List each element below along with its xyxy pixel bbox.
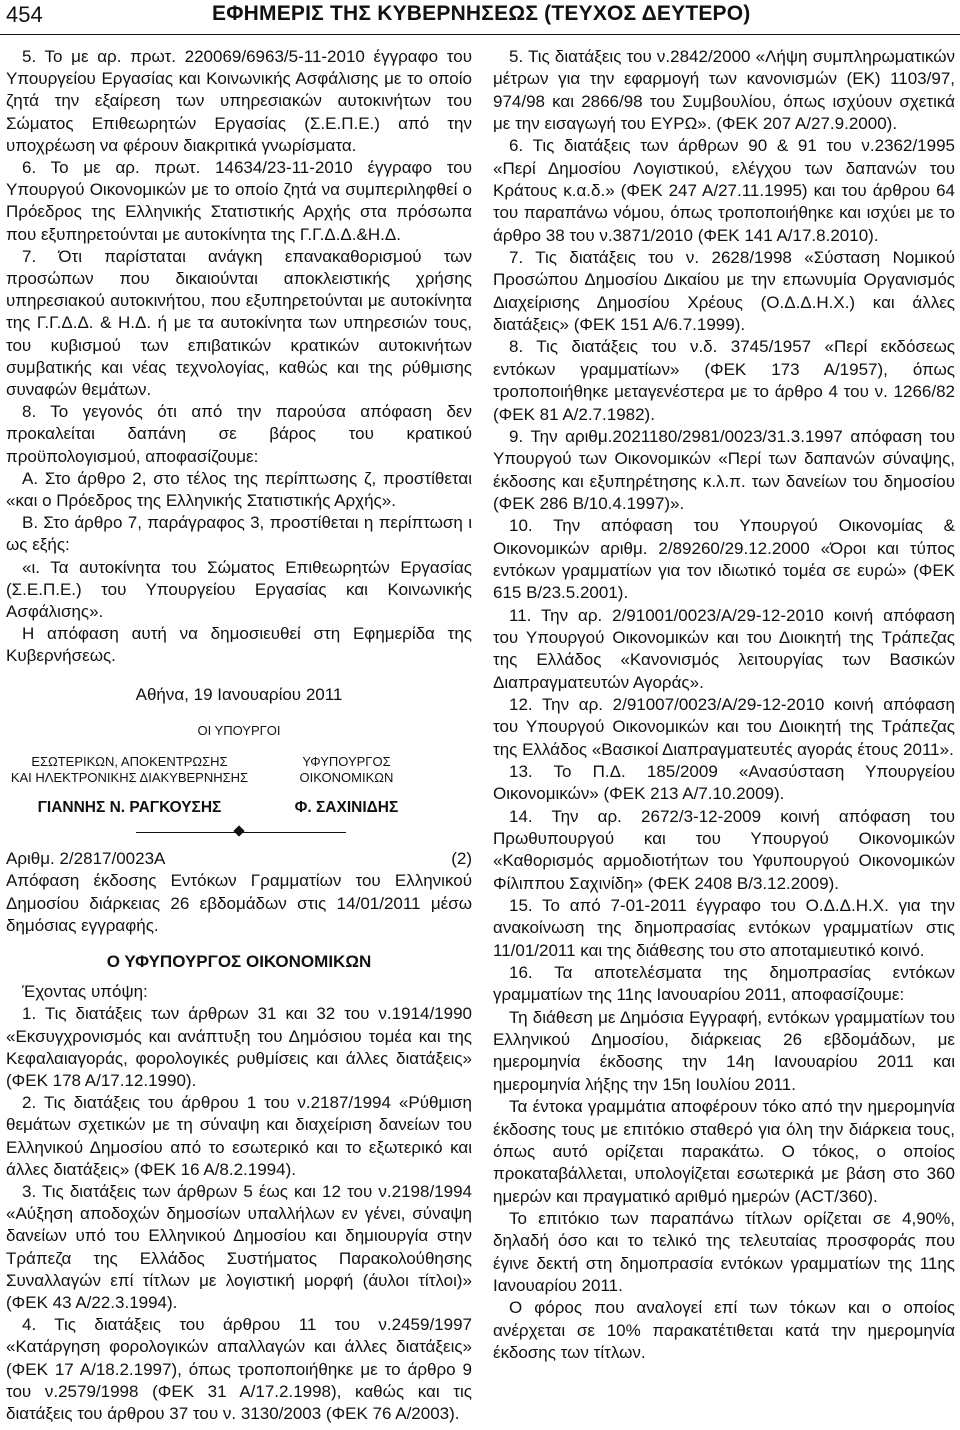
paragraph: 10. Την απόφαση του Υπουργού Οικονομίας & Οικονομικών αριθμ. 2/89260/29.12.2000 «Όροι και τύπος εντόκων γραμματίων για τον ιδιωτικό τομέα σε ευρώ» (ΦΕΚ 615 Β/23.5.2001).	[493, 516, 955, 603]
having-regard: Έχοντας υπόψη:	[22, 982, 148, 1002]
journal-title: ΕΦΗΜΕΡΙΣ ΤΗΣ ΚΥΒΕΡΝΗΣΕΩΣ (ΤΕΥΧΟΣ ΔΕΥΤΕΡΟ)	[212, 2, 751, 25]
section-heading: Ο ΥΦΥΠΟΥΡΓΟΣ ΟΙΚΟΝΟΜΙΚΩΝ	[106, 951, 372, 971]
signature-name: ΓΙΑΝΝΗΣ Ν. ΡΑΓΚΟΥΣΗΣ	[37, 799, 222, 817]
paragraph: Β. Στο άρθρο 7, παράγραφος 3, προστίθεται η περίπτωση ι ως εξής:	[6, 513, 472, 555]
diamond-icon	[233, 825, 244, 836]
header-rule	[0, 34, 960, 35]
page-header	[0, 0, 960, 40]
signature-title: ΕΣΩΤΕΡΙΚΩΝ, ΑΠΟΚΕΝΤΡΩΣΗΣ	[31, 754, 228, 770]
left-column	[6, 46, 472, 1425]
paragraph: Το επιτόκιο των παραπάνω τίτλων ορίζεται σε 4,90%, δηλαδή όσο και το τελικό της τελευταίας προσφοράς που έγινε δεκτή στη δημοπρασία εντόκων γραμματίων της 11ης Ιανουαρίου 2011.	[493, 1208, 955, 1295]
paragraph: 14. Την αρ. 2672/3-12-2009 κοινή απόφαση του Πρωθυπουργού και του Υπουργού Οικονομικών «Καθορισμός αρμοδιοτήτων του Υφυπουργού Οικονομικών Φίλιππου Σαχινίδη» (ΦΕΚ 2408 Β/3.12.2009).	[493, 806, 955, 893]
decision-number: Αριθμ. 2/2817/0023Α	[6, 849, 166, 869]
paragraph: Τα έντοκα γραμμάτια αποφέρουν τόκο από την ημερομηνία έκδοσης τους με επιτόκιο σταθερό για όλη την διάρκεια τους, όπως αυτό ορίζεται παρακάτω. Ο τόκος, ο οποίος προκαταβάλλεται, υπολογίζεται εσωτερικά με βάση στο 360 ημερών και πραγματικό αριθμό ημερών (ACT/360).	[493, 1097, 955, 1206]
decision-subject: Απόφαση έκδοσης Εντόκων Γραμματίων του Ελληνικού Δημοσίου διάρκειας 26 εβδομάδων στις 14/01/2011 μέσω δημόσιας εγγραφής.	[6, 871, 472, 935]
paragraph: 7. Ότι παρίσταται ανάγκη επανακαθορισμού των προσώπων που δικαιούνται αποκλειστικής χρήσης υπηρεσιακού αυτοκινήτου, που εξυπηρετούνται με αυτοκίνητα της Γ.Γ.Δ.Δ. & Η.Δ. ή με τα αυτοκίνητα των υπηρεσιών τους, του κυβισμού των επιβατικών κρατικών αυτοκινήτων συμβατικής και νέας τεχνολογίας, καθώς και της ρύθμισης συναφών θεμάτων.	[6, 246, 472, 400]
paragraph: 4. Τις διατάξεις του άρθρου 11 του ν.2459/1997 «Κατάργηση φορολογικών απαλλαγών και άλλες διατάξεις» (ΦΕΚ 17 Α/18.2.1997), όπως τροποποιήθηκε με το άρθρο 9 του ν.2579/1998 (ΦΕΚ 31 Α/17.2.1998), καθώς και τις διατάξεις του άρθρου 37 του ν. 3130/2003 (ΦΕΚ 76 Α/2003).	[6, 1315, 472, 1423]
paragraph: Η απόφαση αυτή να δημοσιευθεί στη Εφημερίδα της Κυβερνήσεως.	[6, 624, 472, 666]
decision-number-line	[6, 848, 472, 870]
paragraph: 2. Τις διατάξεις του άρθρου 1 του ν.2187/1994 «Ρύθμιση θεμάτων σχετικών με τη σύναψη και διαχείριση δανείων του Ελληνικού Δημοσίου από το εσωτερικό και το εξωτερικό και άλλες διατάξεις» (ΦΕΚ 16 Α/8.2.1994).	[6, 1093, 472, 1179]
paragraph: 9. Την αριθμ.2021180/2981/0023/31.3.1997 απόφαση του Υπουργού των Οικονομικών «Περί των δαπανών σύναψης, έκδοσης και εξυπηρέτησης κ.λ.π. των δανείων του δημοσίου (ΦΕΚ 286 Β/10.4.1997)».	[493, 426, 955, 513]
paragraph: Α. Στο άρθρο 2, στο τέλος της περίπτωσης ζ, προστίθεται «και ο Πρόεδρος της Ελληνικής Στατιστικής Αρχής».	[6, 468, 472, 511]
paragraph: Ο φόρος που αναλογεί επί των τόκων και ο οποίος ανέρχεται σε 10% παρακατέτιθεται κατά την ημερομηνία έκδοσης των τίτλων.	[493, 1298, 955, 1362]
paragraph: 7. Τις διατάξεις του ν. 2628/1998 «Σύσταση Νομικού Προσώπου Δημοσίου Δικαίου με την επωνυμία Οργανισμός Διαχείρισης Δημοσίου Χρέους (Ο.Δ.Δ.Η.Χ.) και άλλες διατάξεις» (ΦΕΚ 151 Α/6.7.1999).	[493, 248, 955, 335]
paragraph: 11. Την αρ. 2/91001/0023/Α/29-12-2010 κοινή απόφαση του Υπουργού Οικονομικών και του Διοικητή της Τράπεζας της Ελλάδος «Κανονισμός λειτουργίας των Βασικών Διαπραγματευτών Αγοράς».	[493, 605, 955, 692]
signatures	[6, 754, 472, 816]
signature-right	[253, 754, 440, 816]
signature-name: Φ. ΣΑΧΙΝΙΔΗΣ	[294, 799, 399, 817]
paragraph: 8. Τις διατάξεις του ν.δ. 3745/1957 «Περί εκδόσεως εντόκων γραμματίων» (ΦΕΚ 173 Α/1957), όπως τροποποιήθηκε μεταγενέστερα με το άρθρο 4 του ν. 1266/82 (ΦΕΚ 81 Α/2.7.1982).	[493, 337, 955, 424]
paragraph: 5. Το με αρ. πρωτ. 220069/6963/5-11-2010 έγγραφο του Υπουργείου Εργασίας και Κοινωνικής Ασφάλισης με το οποίο ζητά την εξαίρεση των υπηρεσιακών αυτοκινήτων του Σώματος Επιθεωρητών Εργασίας (Σ.Ε.Π.Ε.) από την υποχρέωση να φέρουν διακριτικά γνωρίσματα.	[6, 47, 472, 155]
paragraph: 5. Τις διατάξεις του ν.2842/2000 «Λήψη συμπληρωματικών μέτρων για την εφαρμογή των κανονισμών (ΕΚ) 1103/97, 974/98 και 2866/98 του Συμβουλίου, όπως ισχύουν σχετικά με την εισαγωγή του ΕΥΡΩ». (ΦΕΚ 207 Α/27.9.2000).	[493, 47, 955, 134]
paragraph: 3. Τις διατάξεις των άρθρων 5 έως και 12 του ν.2198/1994 «Αύξηση αποδοχών δημοσίων υπαλλήλων εν γένει, σύναψη δανείων υπό του Ελληνικού Δημοσίου και δημιουργία στην Τράπεζα της Ελλάδος Συστήματος Παρακολούθησης Συναλλαγών επί τίτλων με λογιστική μορφή (άυλοι τίτλοι)» (ΦΕΚ 43 Α/22.3.1994).	[6, 1181, 472, 1312]
paragraph: 16. Τα αποτελέσματα της δημοπρασίας εντόκων γραμματίων της 11ης Ιανουαρίου 2011, αποφασίζουμε:	[493, 963, 955, 1005]
ministers-label: ΟΙ ΥΠΟΥΡΓΟΙ	[197, 722, 281, 738]
decision-index: (2)	[451, 849, 472, 869]
right-column	[493, 46, 955, 1364]
paragraph: 13. Το Π.Δ. 185/2009 «Ανασύσταση Υπουργείου Οικονομικών» (ΦΕΚ 213 Α/7.10.2009).	[493, 762, 955, 804]
signature-left	[6, 754, 253, 816]
paragraph: Τη διάθεση με Δημόσια Εγγραφή, εντόκων γραμματίων του Ελληνικού Δημοσίου, διάρκειας 26 εβδομάδων, με ημερομηνία έκδοσης την 14η Ιανουαρίου 2011 και ημερομηνία λήξης την 15η Ιουλίου 2011.	[493, 1007, 955, 1094]
place-date: Αθήνα, 19 Ιανουαρίου 2011	[135, 684, 343, 704]
paragraph: «ι. Τα αυτοκίνητα του Σώματος Επιθεωρητών Εργασίας (Σ.Ε.Π.Ε.) του Υπουργείου Εργασίας και Κοινωνικής Ασφάλισης».	[6, 557, 472, 622]
paragraph: 6. Τις διατάξεις των άρθρων 90 & 91 του ν.2362/1995 «Περί Δημοσίου Λογιστικού, ελέγχου των δαπανών του Κράτους κ.α.δ.» (ΦΕΚ 247 Α/27.11.1995) και του άρθρου 64 του παραπάνω νόμου, όπως τροποποιήθηκε και ισχύει με το άρθρο 38 του ν.3871/2010 (ΦΕΚ 141 Α/17.8.2010).	[493, 136, 955, 245]
page-number: 454	[6, 2, 43, 27]
paragraph: 12. Την αρ. 2/91007/0023/Α/29-12-2010 κοινή απόφαση του Υπουργού Οικονομικών και του Διοικητή της Τράπεζας της Ελλάδος «Βασικοί Διαπραγματευτές αγοράς έτους 2011».	[493, 694, 955, 759]
signature-title: ΚΑΙ ΗΛΕΚΤΡΟΝΙΚΗΣ ΔΙΑΚΥΒΕΡΝΗΣΗΣ	[10, 770, 249, 786]
section-separator	[6, 822, 472, 842]
paragraph: 1. Τις διατάξεις των άρθρων 31 και 32 του ν.1914/1990 «Εκσυγχρονισμός και ανάπτυξη του Δημόσιου τομέα και της Κεφαλαιαγοράς, φορολογικές ρυθμίσεις και άλλες διατάξεις» (ΦΕΚ 178 Α/17.12.1990).	[6, 1004, 472, 1090]
paragraph: 15. Το από 7-01-2011 έγγραφο του Ο.Δ.Δ.Η.Χ. για την ανακοίνωση της δημοπρασίας εντόκων γραμματίων στις 11/01/2011 και της διάθεσης του στο αποταμιευτικό κοινό.	[493, 896, 955, 960]
paragraph: 6. Το με αρ. πρωτ. 14634/23-11-2010 έγγραφο του Υπουργού Οικονομικών με το οποίο ζητά να συμπεριληφθεί ο Πρόεδρος της Ελληνικής Στατιστικής Αρχής στα πρόσωπα που εξυπηρετούνται με αυτοκίνητα της Γ.Γ.Δ.Δ.&Η.Δ.	[6, 158, 472, 244]
paragraph: 8. Το γεγονός ότι από την παρούσα απόφαση δεν προκαλείται δαπάνη σε βάρος του κρατικού προϋπολογισμού, αποφασίζουμε:	[6, 402, 472, 466]
signature-title: ΥΦΥΠΟΥΡΓΟΣ	[302, 754, 391, 770]
signature-title: ΟΙΚΟΝΟΜΙΚΩΝ	[299, 770, 394, 786]
